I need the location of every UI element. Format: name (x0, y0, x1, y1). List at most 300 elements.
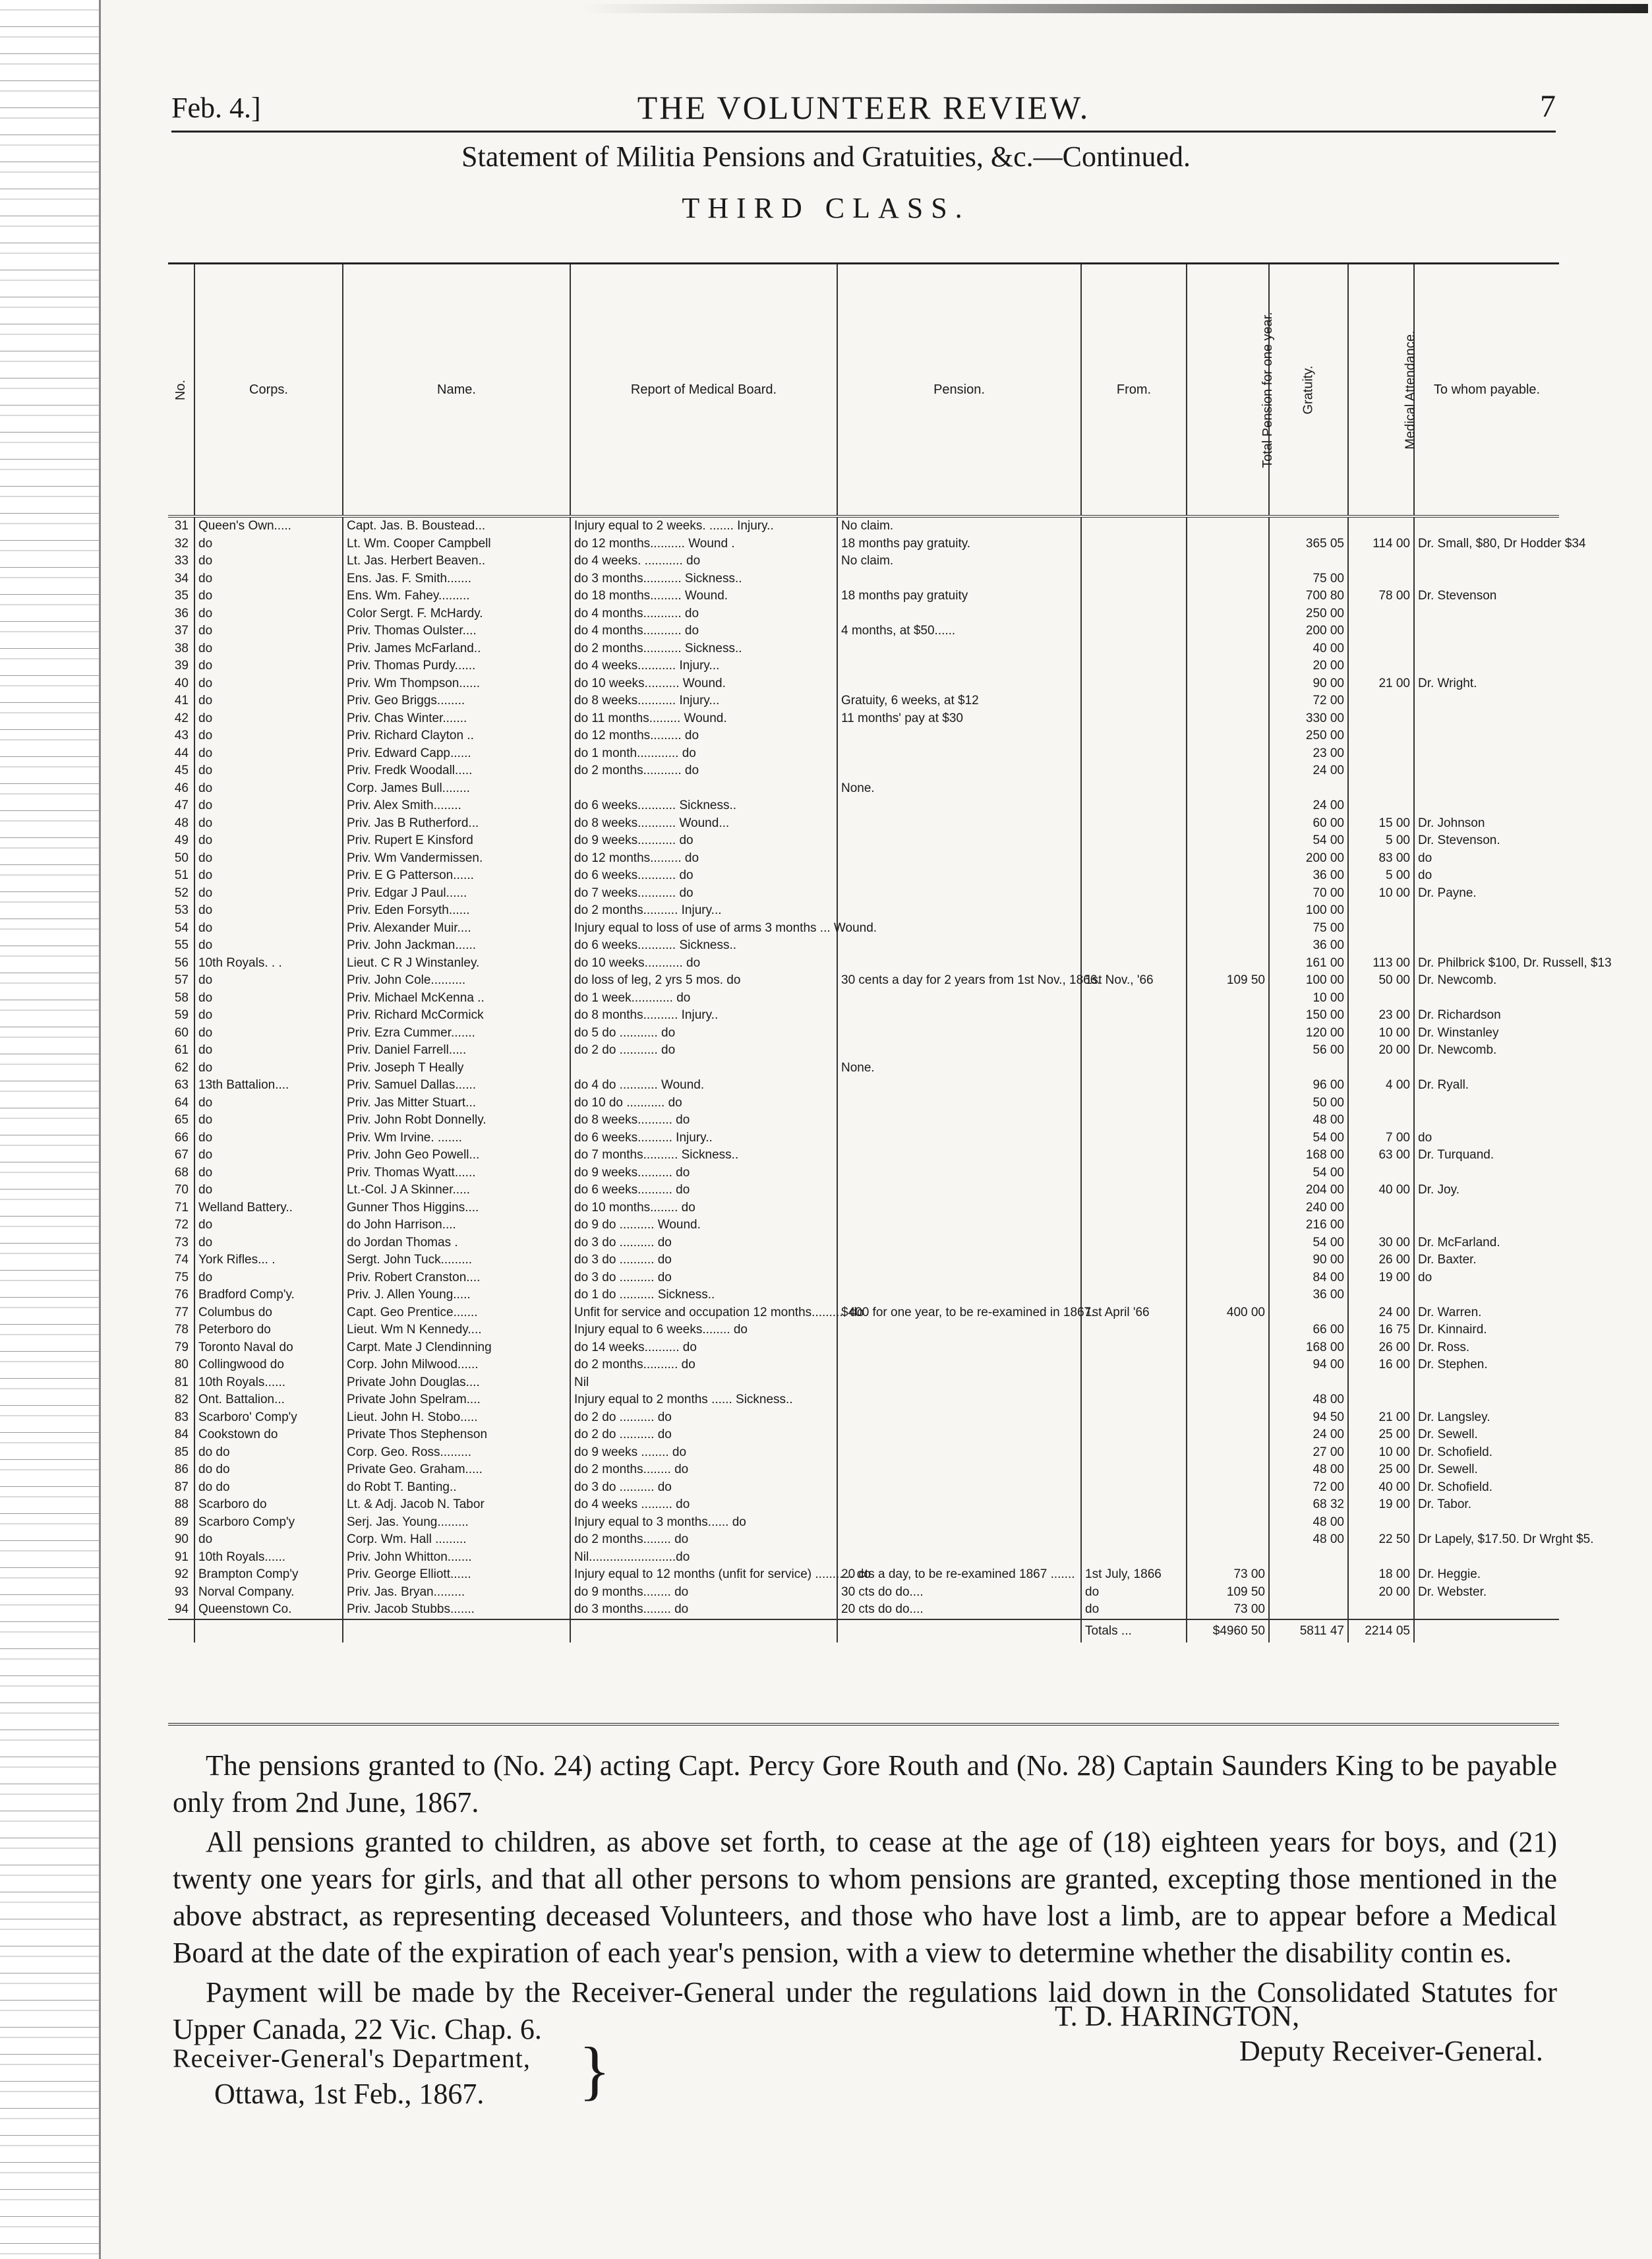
table-cell: do 6 weeks.......... do (570, 1182, 837, 1199)
table-cell: 62 (174, 1060, 189, 1075)
table-cell (1081, 622, 1187, 640)
table-cell: 42 (174, 711, 189, 725)
table-cell: Lieut. Wm N Kennedy.... (343, 1321, 570, 1339)
table-cell: 113 00 (1348, 955, 1414, 973)
table-cell (1348, 640, 1414, 658)
table-cell (1348, 1514, 1414, 1532)
table-cell (1414, 605, 1559, 623)
table-row (168, 1426, 1559, 1444)
table-cell (837, 937, 1081, 955)
table-cell: Priv. Richard Clayton .. (343, 727, 570, 745)
table-cell: do (194, 640, 343, 658)
table-cell: do 2 months........... Sickness.. (570, 640, 837, 658)
signature-title: Deputy Receiver-General. (1239, 2035, 1543, 2067)
table-cell: Dr. Richardson (1414, 1007, 1559, 1025)
table-cell (1414, 710, 1559, 728)
table-cell (837, 1217, 1081, 1234)
table-cell (837, 1007, 1081, 1025)
department-date: Ottawa, 1st Feb., 1867. (214, 2078, 485, 2110)
table-cell: do 9 weeks.......... do (570, 1164, 837, 1182)
table-cell: Nil.........................do (570, 1549, 837, 1567)
table-cell: 68 (174, 1165, 189, 1180)
table-cell (1187, 955, 1269, 973)
table-row (168, 1286, 1559, 1304)
table-cell: 4 00 (1348, 1077, 1414, 1095)
table-cell: 20 00 (1348, 1042, 1414, 1060)
table-cell (1081, 780, 1187, 798)
column-header-label: From. (1116, 382, 1152, 397)
table-cell: 168 00 (1269, 1339, 1348, 1357)
table-row (168, 850, 1559, 868)
table-cell: 49 (174, 833, 189, 847)
table-cell: 161 00 (1269, 955, 1348, 973)
table-cell: Cookstown do (194, 1426, 343, 1444)
table-cell: 82 (174, 1393, 189, 1406)
table-cell (1187, 1217, 1269, 1234)
table-cell: Priv. Wm Vandermissen. (343, 850, 570, 868)
table-cell (1348, 1164, 1414, 1182)
table-cell: 47 (174, 798, 189, 812)
table-cell (837, 762, 1081, 780)
table-cell (1081, 1112, 1187, 1130)
table-cell: Dr. Stevenson (1414, 587, 1559, 605)
table-cell: Injury equal to 2 months ...... Sickness.. (570, 1391, 837, 1409)
table-cell (1187, 1339, 1269, 1357)
table-cell: 57 (174, 973, 189, 987)
table-cell: Corp. Geo. Ross......... (343, 1444, 570, 1462)
table-cell (1269, 1374, 1348, 1392)
table-cell: 84 00 (1269, 1269, 1348, 1287)
table-cell (1414, 570, 1559, 588)
table-cell: do (194, 780, 343, 798)
table-cell: 48 00 (1269, 1391, 1348, 1409)
table-cell (1081, 1217, 1187, 1234)
table-cell (1348, 1391, 1414, 1409)
table-cell (1081, 570, 1187, 588)
table-cell: 150 00 (1269, 1007, 1348, 1025)
table-cell: do (194, 972, 343, 990)
table-cell: 83 (174, 1410, 189, 1424)
table-cell (1414, 797, 1559, 815)
table-cell: 46 (174, 781, 189, 795)
table-cell: 36 00 (1269, 937, 1348, 955)
table-cell (1187, 727, 1269, 745)
table-cell: 24 00 (1348, 1304, 1414, 1322)
table-cell: do (194, 990, 343, 1008)
note-paragraph: The pensions granted to (No. 24) acting Capt. Percy Gore Routh and (No. 28) Captain Saunders King to be payable only from 2nd June, 1867. (173, 1749, 1557, 1819)
table-cell (1187, 1374, 1269, 1392)
table-cell: 78 (174, 1323, 189, 1337)
table-cell: 26 00 (1348, 1339, 1414, 1357)
table-cell: do 4 months........... do (570, 622, 837, 640)
table-row (168, 1321, 1559, 1339)
table-row (168, 622, 1559, 640)
table-cell (1348, 780, 1414, 798)
table-cell: do (194, 605, 343, 623)
table-cell (1187, 885, 1269, 903)
table-cell (1187, 710, 1269, 728)
table-cell: 60 00 (1269, 815, 1348, 833)
table-cell (837, 1234, 1081, 1252)
table-cell: 83 00 (1348, 850, 1414, 868)
table-cell (837, 1269, 1081, 1287)
table-cell: do (194, 1269, 343, 1287)
table-cell: do 3 months........... Sickness.. (570, 570, 837, 588)
pension-table (168, 264, 1612, 1642)
table-cell: 39 (174, 659, 189, 673)
table-cell (837, 1321, 1081, 1339)
column-header (1187, 264, 1275, 516)
table-cell: 10 00 (1269, 990, 1348, 1008)
table-cell (1081, 1479, 1187, 1497)
table-row (168, 1356, 1559, 1374)
table-cell: Dr. Kinnaird. (1414, 1321, 1559, 1339)
table-cell (1081, 815, 1187, 833)
column-header-label: Report of Medical Board. (630, 382, 777, 397)
table-cell: Lt. Jas. Herbert Beaven.. (343, 553, 570, 570)
table-cell: 72 00 (1269, 1479, 1348, 1497)
table-cell: 365 05 (1269, 535, 1348, 553)
table-cell (1187, 640, 1269, 658)
table-cell: 48 00 (1269, 1531, 1348, 1549)
table-cell: do 1 week............ do (570, 990, 837, 1008)
table-cell: 73 00 (1187, 1566, 1269, 1584)
table-cell (1081, 902, 1187, 920)
table-cell: do (194, 570, 343, 588)
scan-left-edge (0, 0, 101, 2259)
table-cell: 78 00 (1348, 587, 1414, 605)
column-header (343, 264, 570, 516)
table-cell (1081, 1269, 1187, 1287)
table-cell: 54 00 (1269, 1164, 1348, 1182)
empty-cell (570, 1619, 837, 1642)
table-cell: Priv. Wm Thompson...... (343, 675, 570, 693)
table-cell (1081, 605, 1187, 623)
table-cell (1081, 1356, 1187, 1374)
table-cell (1187, 1391, 1269, 1409)
table-cell: do 7 weeks........... do (570, 885, 837, 903)
totals-cell: 5811 47 (1269, 1619, 1348, 1642)
table-cell: Ens. Wm. Fahey......... (343, 587, 570, 605)
table-cell: 240 00 (1269, 1199, 1348, 1217)
table-cell: 60 (174, 1025, 189, 1040)
statement-title: Statement of Militia Pensions and Gratuities, &c.—Continued. (461, 140, 1191, 173)
table-cell: 76 (174, 1288, 189, 1302)
column-header-label: Name. (437, 382, 476, 397)
table-cell: Gunner Thos Higgins.... (343, 1199, 570, 1217)
table-cell: do 2 months.......... Injury... (570, 902, 837, 920)
table-cell (1414, 1164, 1559, 1182)
table-cell (1081, 1549, 1187, 1567)
table-cell: do 10 months........ do (570, 1199, 837, 1217)
table-cell (1187, 1461, 1269, 1479)
table-cell (837, 955, 1081, 973)
table-cell: do (194, 797, 343, 815)
table-cell (1081, 745, 1187, 763)
table-cell: do 1 do .......... Sickness.. (570, 1286, 837, 1304)
table-cell: do 2 do ........... do (570, 1042, 837, 1060)
table-cell (1348, 1095, 1414, 1112)
table-cell (1269, 516, 1348, 535)
table-cell: Priv. John Cole.......... (343, 972, 570, 990)
table-cell (1081, 710, 1187, 728)
table-cell (1414, 762, 1559, 780)
table-row (168, 1339, 1559, 1357)
table-row (168, 1549, 1559, 1567)
table-cell: 74 (174, 1253, 189, 1267)
table-cell: do 4 do ........... Wound. (570, 1077, 837, 1095)
table-cell (1414, 640, 1559, 658)
table-row (168, 885, 1559, 903)
table-cell: Scarboro do (194, 1496, 343, 1514)
table-cell: Priv. Jacob Stubbs....... (343, 1601, 570, 1619)
table-cell (1081, 1496, 1187, 1514)
table-cell: Priv. Jas Mitter Stuart... (343, 1095, 570, 1112)
table-cell: Scarboro' Comp'y (194, 1409, 343, 1427)
table-cell: do (194, 1130, 343, 1147)
table-cell (837, 885, 1081, 903)
table-cell: Scarboro Comp'y (194, 1514, 343, 1532)
table-cell: Priv. Jas B Rutherford... (343, 815, 570, 833)
table-cell: 50 00 (1269, 1095, 1348, 1112)
table-cell (1414, 516, 1559, 535)
table-cell (1081, 885, 1187, 903)
table-cell (1081, 1182, 1187, 1199)
table-cell: 250 00 (1269, 727, 1348, 745)
table-cell (837, 675, 1081, 693)
table-cell (1187, 587, 1269, 605)
table-cell: 70 (174, 1183, 189, 1197)
table-cell (1348, 710, 1414, 728)
table-cell: 40 00 (1348, 1182, 1414, 1199)
table-cell (1187, 622, 1269, 640)
table-cell (1187, 1164, 1269, 1182)
table-cell (1187, 1007, 1269, 1025)
table-cell (1081, 1164, 1187, 1182)
table-cell (1348, 1549, 1414, 1567)
table-row (168, 1182, 1559, 1199)
table-cell (1348, 920, 1414, 938)
table-cell: Priv. Joseph T Heally (343, 1060, 570, 1077)
table-cell: do 11 months......... Wound. (570, 710, 837, 728)
table-cell: Dr. Heggie. (1414, 1566, 1559, 1584)
table-cell (1081, 1095, 1187, 1112)
table-cell: 68 32 (1269, 1496, 1348, 1514)
table-cell (1081, 1339, 1187, 1357)
table-cell: 75 00 (1269, 570, 1348, 588)
table-cell: 20 cts a day, to be re-examined 1867 ....... (837, 1566, 1081, 1584)
table-cell: 20 00 (1348, 1584, 1414, 1602)
table-cell (837, 902, 1081, 920)
table-cell: Corp. Wm. Hall ......... (343, 1531, 570, 1549)
table-cell: 10th Royals...... (194, 1374, 343, 1392)
table-cell (837, 1286, 1081, 1304)
table-cell (1081, 640, 1187, 658)
table-cell: 48 00 (1269, 1461, 1348, 1479)
table-cell (1187, 1479, 1269, 1497)
page-number: 7 (1540, 89, 1556, 124)
table-cell (1269, 1060, 1348, 1077)
table-cell (1187, 990, 1269, 1008)
table-cell: Carpt. Mate J Clendinning (343, 1339, 570, 1357)
table-cell: do 6 weeks........... Sickness.. (570, 937, 837, 955)
table-cell: 52 (174, 886, 189, 900)
table-cell: 77 (174, 1305, 189, 1319)
table-cell (1269, 1549, 1348, 1567)
table-cell: 54 00 (1269, 832, 1348, 850)
table-cell: 22 50 (1348, 1531, 1414, 1549)
table-cell: do 10 weeks.......... Wound. (570, 675, 837, 693)
table-cell: None. (837, 1060, 1081, 1077)
brace-glyph: } (579, 2033, 610, 2107)
column-header (1081, 264, 1187, 516)
column-header-label: No. (173, 379, 189, 400)
table-cell (1081, 1444, 1187, 1462)
table-cell: Dr. Sewell. (1414, 1461, 1559, 1479)
note-paragraph: Payment will be made by the Receiver-General under the regulations laid down in the Consolidated Statutes for Upper Canada, 22 Vic. Chap. 6. (173, 1976, 1557, 2045)
table-cell (1414, 920, 1559, 938)
table-cell: Priv. Alexander Muir.... (343, 920, 570, 938)
table-cell: 10 00 (1348, 885, 1414, 903)
table-cell: do 6 weeks........... Sickness.. (570, 797, 837, 815)
table-cell (1081, 1426, 1187, 1444)
table-cell (1081, 1251, 1187, 1269)
table-cell: 15 00 (1348, 815, 1414, 833)
table-cell: Priv. Daniel Farrell..... (343, 1042, 570, 1060)
table-cell: 30 00 (1348, 1234, 1414, 1252)
table-cell: do (194, 587, 343, 605)
table-row (168, 692, 1559, 710)
table-cell: Welland Battery.. (194, 1199, 343, 1217)
table-cell: 4 months, at $50...... (837, 622, 1081, 640)
table-cell: 65 (174, 1113, 189, 1127)
table-cell (1187, 1112, 1269, 1130)
table-cell (1348, 1374, 1414, 1392)
table-cell (837, 1077, 1081, 1095)
table-cell: do 14 weeks.......... do (570, 1339, 837, 1357)
table-cell: Priv. Fredk Woodall..... (343, 762, 570, 780)
table-row (168, 1304, 1559, 1322)
table-row (168, 1007, 1559, 1025)
table-cell (1187, 1147, 1269, 1164)
table-cell (1081, 1025, 1187, 1042)
table-row (168, 587, 1559, 605)
table-cell: 92 (174, 1567, 189, 1581)
table-cell: do 8 weeks........... Injury... (570, 692, 837, 710)
note-paragraph: All pensions granted to children, as above set forth, to cease at the age of (18) eighteen years for boys, and (21) twenty one years for girls, and that all other persons to whom pensions are granted, excepting those mentioned in the above abstract, as representing deceased Volunteers, and those who have lost a limb, are to appear before a Medical Board at the date of the expiration of each year's pension, with a view to determine whether the disability contin es. (173, 1826, 1557, 1969)
table-cell: 200 00 (1269, 850, 1348, 868)
table-cell (837, 745, 1081, 763)
table-cell: 27 00 (1269, 1444, 1348, 1462)
table-cell (1081, 1199, 1187, 1217)
table-cell (1187, 1426, 1269, 1444)
table-cell: Dr. Wright. (1414, 675, 1559, 693)
table-row (168, 657, 1559, 675)
table-cell: do (194, 885, 343, 903)
empty-cell (194, 1619, 343, 1642)
table-cell (837, 1164, 1081, 1182)
table-cell: 56 00 (1269, 1042, 1348, 1060)
table-cell: do 9 do .......... Wound. (570, 1217, 837, 1234)
table-cell: Dr. Newcomb. (1414, 972, 1559, 990)
table-cell (837, 1042, 1081, 1060)
table-cell (1187, 553, 1269, 570)
table-cell: 30 cents a day for 2 years from 1st Nov., 1866. (837, 972, 1081, 990)
table-cell: Ens. Jas. F. Smith....... (343, 570, 570, 588)
table-cell (837, 832, 1081, 850)
table-cell: 85 (174, 1445, 189, 1459)
table-cell (1348, 1601, 1414, 1619)
table-cell (1187, 1356, 1269, 1374)
table-cell (1081, 867, 1187, 885)
table-cell (837, 605, 1081, 623)
table-cell: 54 00 (1269, 1130, 1348, 1147)
table-cell (1414, 937, 1559, 955)
table-cell (837, 1531, 1081, 1549)
table-cell (1081, 990, 1187, 1008)
table-cell: 25 00 (1348, 1461, 1414, 1479)
table-cell: Priv. John Robt Donnelly. (343, 1112, 570, 1130)
table-cell (837, 1147, 1081, 1164)
table-cell: 90 (174, 1532, 189, 1546)
table-cell (1414, 1217, 1559, 1234)
table-cell: 10 00 (1348, 1025, 1414, 1042)
table-cell (837, 1374, 1081, 1392)
notes-section (173, 1747, 1557, 2051)
table-cell (1414, 1060, 1559, 1077)
table-row (168, 1584, 1559, 1602)
table-cell: Capt. Geo Prentice....... (343, 1304, 570, 1322)
table-cell: 54 (174, 920, 189, 935)
table-cell: 54 00 (1269, 1234, 1348, 1252)
table-cell: Brampton Comp'y (194, 1566, 343, 1584)
table-cell: do (1414, 1130, 1559, 1147)
table-cell: do 12 months......... do (570, 850, 837, 868)
table-row (168, 972, 1559, 990)
table-cell: do 2 months.......... do (570, 1356, 837, 1374)
table-cell: Peterboro do (194, 1321, 343, 1339)
table-cell: 61 (174, 1043, 189, 1057)
column-header-label: To whom payable. (1433, 382, 1541, 397)
table-cell: do (194, 937, 343, 955)
table-cell: 73 (174, 1235, 189, 1250)
table-cell: do John Harrison.... (343, 1217, 570, 1234)
table-cell: do 3 months........ do (570, 1601, 837, 1619)
table-cell: do 4 weeks........... Injury... (570, 657, 837, 675)
table-cell: 71 (174, 1200, 189, 1215)
table-cell: do 3 do .......... do (570, 1251, 837, 1269)
table-cell: 10th Royals. . . (194, 955, 343, 973)
table-cell (1187, 867, 1269, 885)
table-cell: 24 00 (1269, 1426, 1348, 1444)
table-cell (1414, 1112, 1559, 1130)
table-cell: Priv. George Elliott...... (343, 1566, 570, 1584)
table-row (168, 1496, 1559, 1514)
table-row (168, 1112, 1559, 1130)
table-cell (1414, 1199, 1559, 1217)
table-cell: Unfit for service and occupation 12 months.......... do (570, 1304, 837, 1322)
table-cell (1414, 622, 1559, 640)
table-cell: Priv. Ezra Cummer....... (343, 1025, 570, 1042)
table-cell: Dr. Ross. (1414, 1339, 1559, 1357)
table-cell: Priv. Thomas Purdy...... (343, 657, 570, 675)
table-cell: do (194, 762, 343, 780)
table-cell (1269, 1584, 1348, 1602)
table-cell: 66 00 (1269, 1321, 1348, 1339)
table-cell (1081, 797, 1187, 815)
table-cell: Dr. Langsley. (1414, 1409, 1559, 1427)
table-cell: Dr. Sewell. (1414, 1426, 1559, 1444)
